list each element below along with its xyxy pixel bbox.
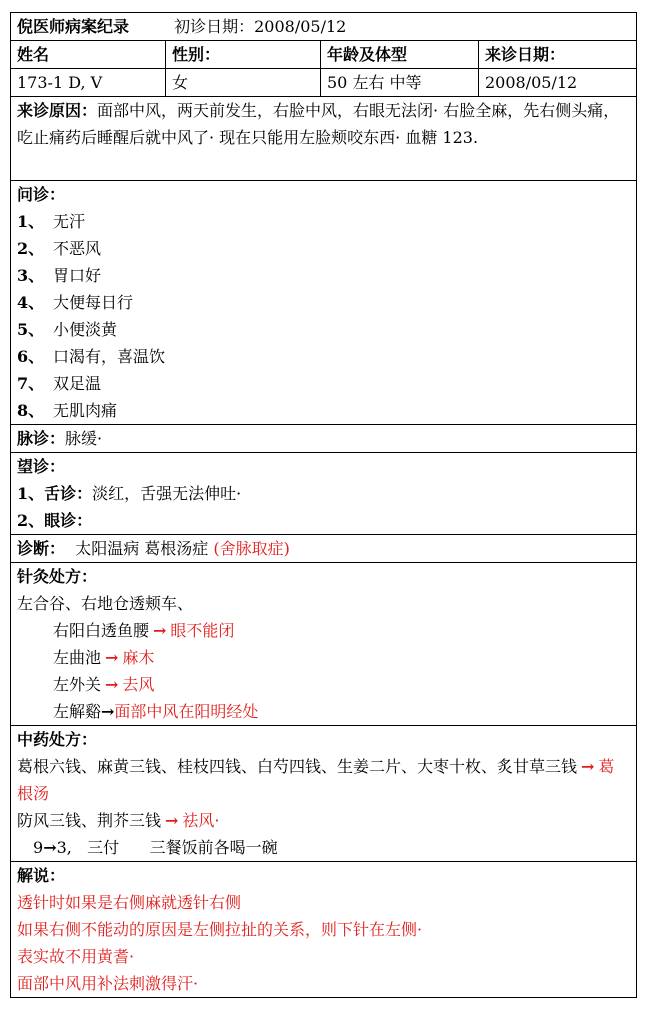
arrow-right-icon: → bbox=[101, 702, 115, 721]
inquiry-item: 4、 大便每日行 bbox=[17, 293, 134, 312]
observe-row bbox=[11, 453, 637, 535]
inquiry-row bbox=[11, 181, 637, 425]
medical-record-sheet bbox=[10, 12, 636, 998]
visit-date-value: 2008/05/12 bbox=[479, 69, 637, 97]
arrow-right-icon: → bbox=[105, 675, 119, 694]
herbal-dosage: 9→3, 三付 三餐饭前各喝一碗 bbox=[33, 838, 278, 857]
acupuncture-point-row: 左曲池 → 麻木 bbox=[53, 648, 155, 667]
observe-label: 望诊： bbox=[17, 457, 66, 476]
gender-value: 女 bbox=[166, 69, 321, 97]
acupuncture-point-row: 左外关 → 去风 bbox=[53, 675, 155, 694]
arrow-right-icon: → bbox=[43, 838, 57, 857]
herbal-extra bbox=[17, 807, 630, 834]
arrow-right-icon: → bbox=[105, 648, 119, 667]
herbal-extra-text: 防风三钱、荆芥三钱 bbox=[17, 811, 162, 830]
inquiry-item: 5、 小便淡黄 bbox=[17, 320, 118, 339]
reason-row bbox=[11, 97, 637, 181]
header-values-row bbox=[11, 69, 637, 97]
gender-label: 性别： bbox=[166, 41, 321, 69]
pulse-label: 脉诊： bbox=[17, 429, 66, 448]
herbal-extra-note: 祛风· bbox=[182, 811, 220, 830]
herbal-main-note: 葛根汤 bbox=[17, 757, 615, 803]
acupuncture-line1: 左合谷、右地仓透颊车、 bbox=[17, 594, 194, 613]
acupuncture-row bbox=[11, 563, 637, 726]
explain-label: 解说： bbox=[17, 866, 66, 885]
record-title: 倪医师病案纪录 bbox=[17, 17, 130, 36]
reason-label: 来诊原因： bbox=[17, 101, 98, 120]
explain-line: 如果右侧不能动的原因是左侧拉扯的关系，则下针在左侧· bbox=[17, 920, 423, 939]
herbal-main bbox=[17, 753, 630, 807]
explain-line: 透针时如果是右侧麻就透针右侧 bbox=[17, 893, 242, 912]
herbal-main-text: 葛根六钱、麻黄三钱、桂枝四钱、白芍四钱、生姜二片、大枣十枚、炙甘草三钱 bbox=[17, 757, 578, 776]
inquiry-item: 7、 双足温 bbox=[17, 374, 102, 393]
herbal-label: 中药处方： bbox=[17, 730, 98, 749]
acupuncture-label: 针灸处方： bbox=[17, 567, 98, 586]
diagnosis-note: (舍脉取症) bbox=[213, 539, 290, 558]
inquiry-item: 3、 胃口好 bbox=[17, 266, 102, 285]
inquiry-item: 8、 无肌肉痛 bbox=[17, 401, 118, 420]
explain-line: 面部中风用补法刺激得汗· bbox=[17, 974, 199, 993]
first-visit-date: 初诊日期：2008/05/12 bbox=[174, 17, 347, 36]
arrow-right-icon: → bbox=[153, 621, 167, 640]
inquiry-item: 1、 无汗 bbox=[17, 212, 86, 231]
arrow-right-icon: → bbox=[165, 811, 179, 830]
inquiry-label: 问诊： bbox=[17, 185, 66, 204]
acupuncture-point-row: 左解谿→面部中风在阳明经处 bbox=[53, 702, 259, 721]
pulse-row bbox=[11, 425, 637, 453]
inquiry-item: 2、 不恶风 bbox=[17, 239, 102, 258]
name-label: 姓名 bbox=[11, 41, 166, 69]
age-build-label: 年龄及体型 bbox=[321, 41, 479, 69]
acupuncture-point-row: 右阳白透鱼腰 → 眼不能闭 bbox=[53, 621, 235, 640]
record-table bbox=[10, 12, 637, 998]
header-labels-row bbox=[11, 41, 637, 69]
reason-block bbox=[17, 97, 630, 151]
eye-label: 2、眼诊： bbox=[17, 511, 93, 530]
pulse-text: 脉缓· bbox=[65, 429, 103, 448]
tongue-text: 淡红，舌强无法伸吐· bbox=[92, 484, 242, 503]
visit-date-label: 来诊日期： bbox=[479, 41, 637, 69]
age-build-value: 50 左右 中等 bbox=[321, 69, 479, 97]
tongue-label: 1、舌诊： bbox=[17, 484, 93, 503]
explain-line: 表实故不用黄耆· bbox=[17, 947, 135, 966]
patient-id: 173-1 D, V bbox=[11, 69, 166, 97]
diagnosis-row bbox=[11, 535, 637, 563]
explain-row bbox=[11, 862, 637, 998]
inquiry-item: 6、 口渴有，喜温饮 bbox=[17, 347, 166, 366]
pulse-block bbox=[17, 425, 630, 452]
diagnosis-block bbox=[17, 535, 630, 562]
title-row bbox=[11, 13, 637, 41]
diagnosis-text: 太阳温病 葛根汤症 bbox=[75, 539, 209, 558]
reason-text: 面部中风，两天前发生，右脸中风，右眼无法闭· 右脸全麻，先右侧头痛，吃止痛药后睡醒后就中风了· 现在只能用左脸颊咬东西· 血糖 123. bbox=[17, 101, 620, 147]
tongue-exam bbox=[17, 480, 630, 507]
herbal-row bbox=[11, 726, 637, 862]
arrow-right-icon: → bbox=[581, 757, 595, 776]
diagnosis-label: 诊断： bbox=[17, 539, 66, 558]
